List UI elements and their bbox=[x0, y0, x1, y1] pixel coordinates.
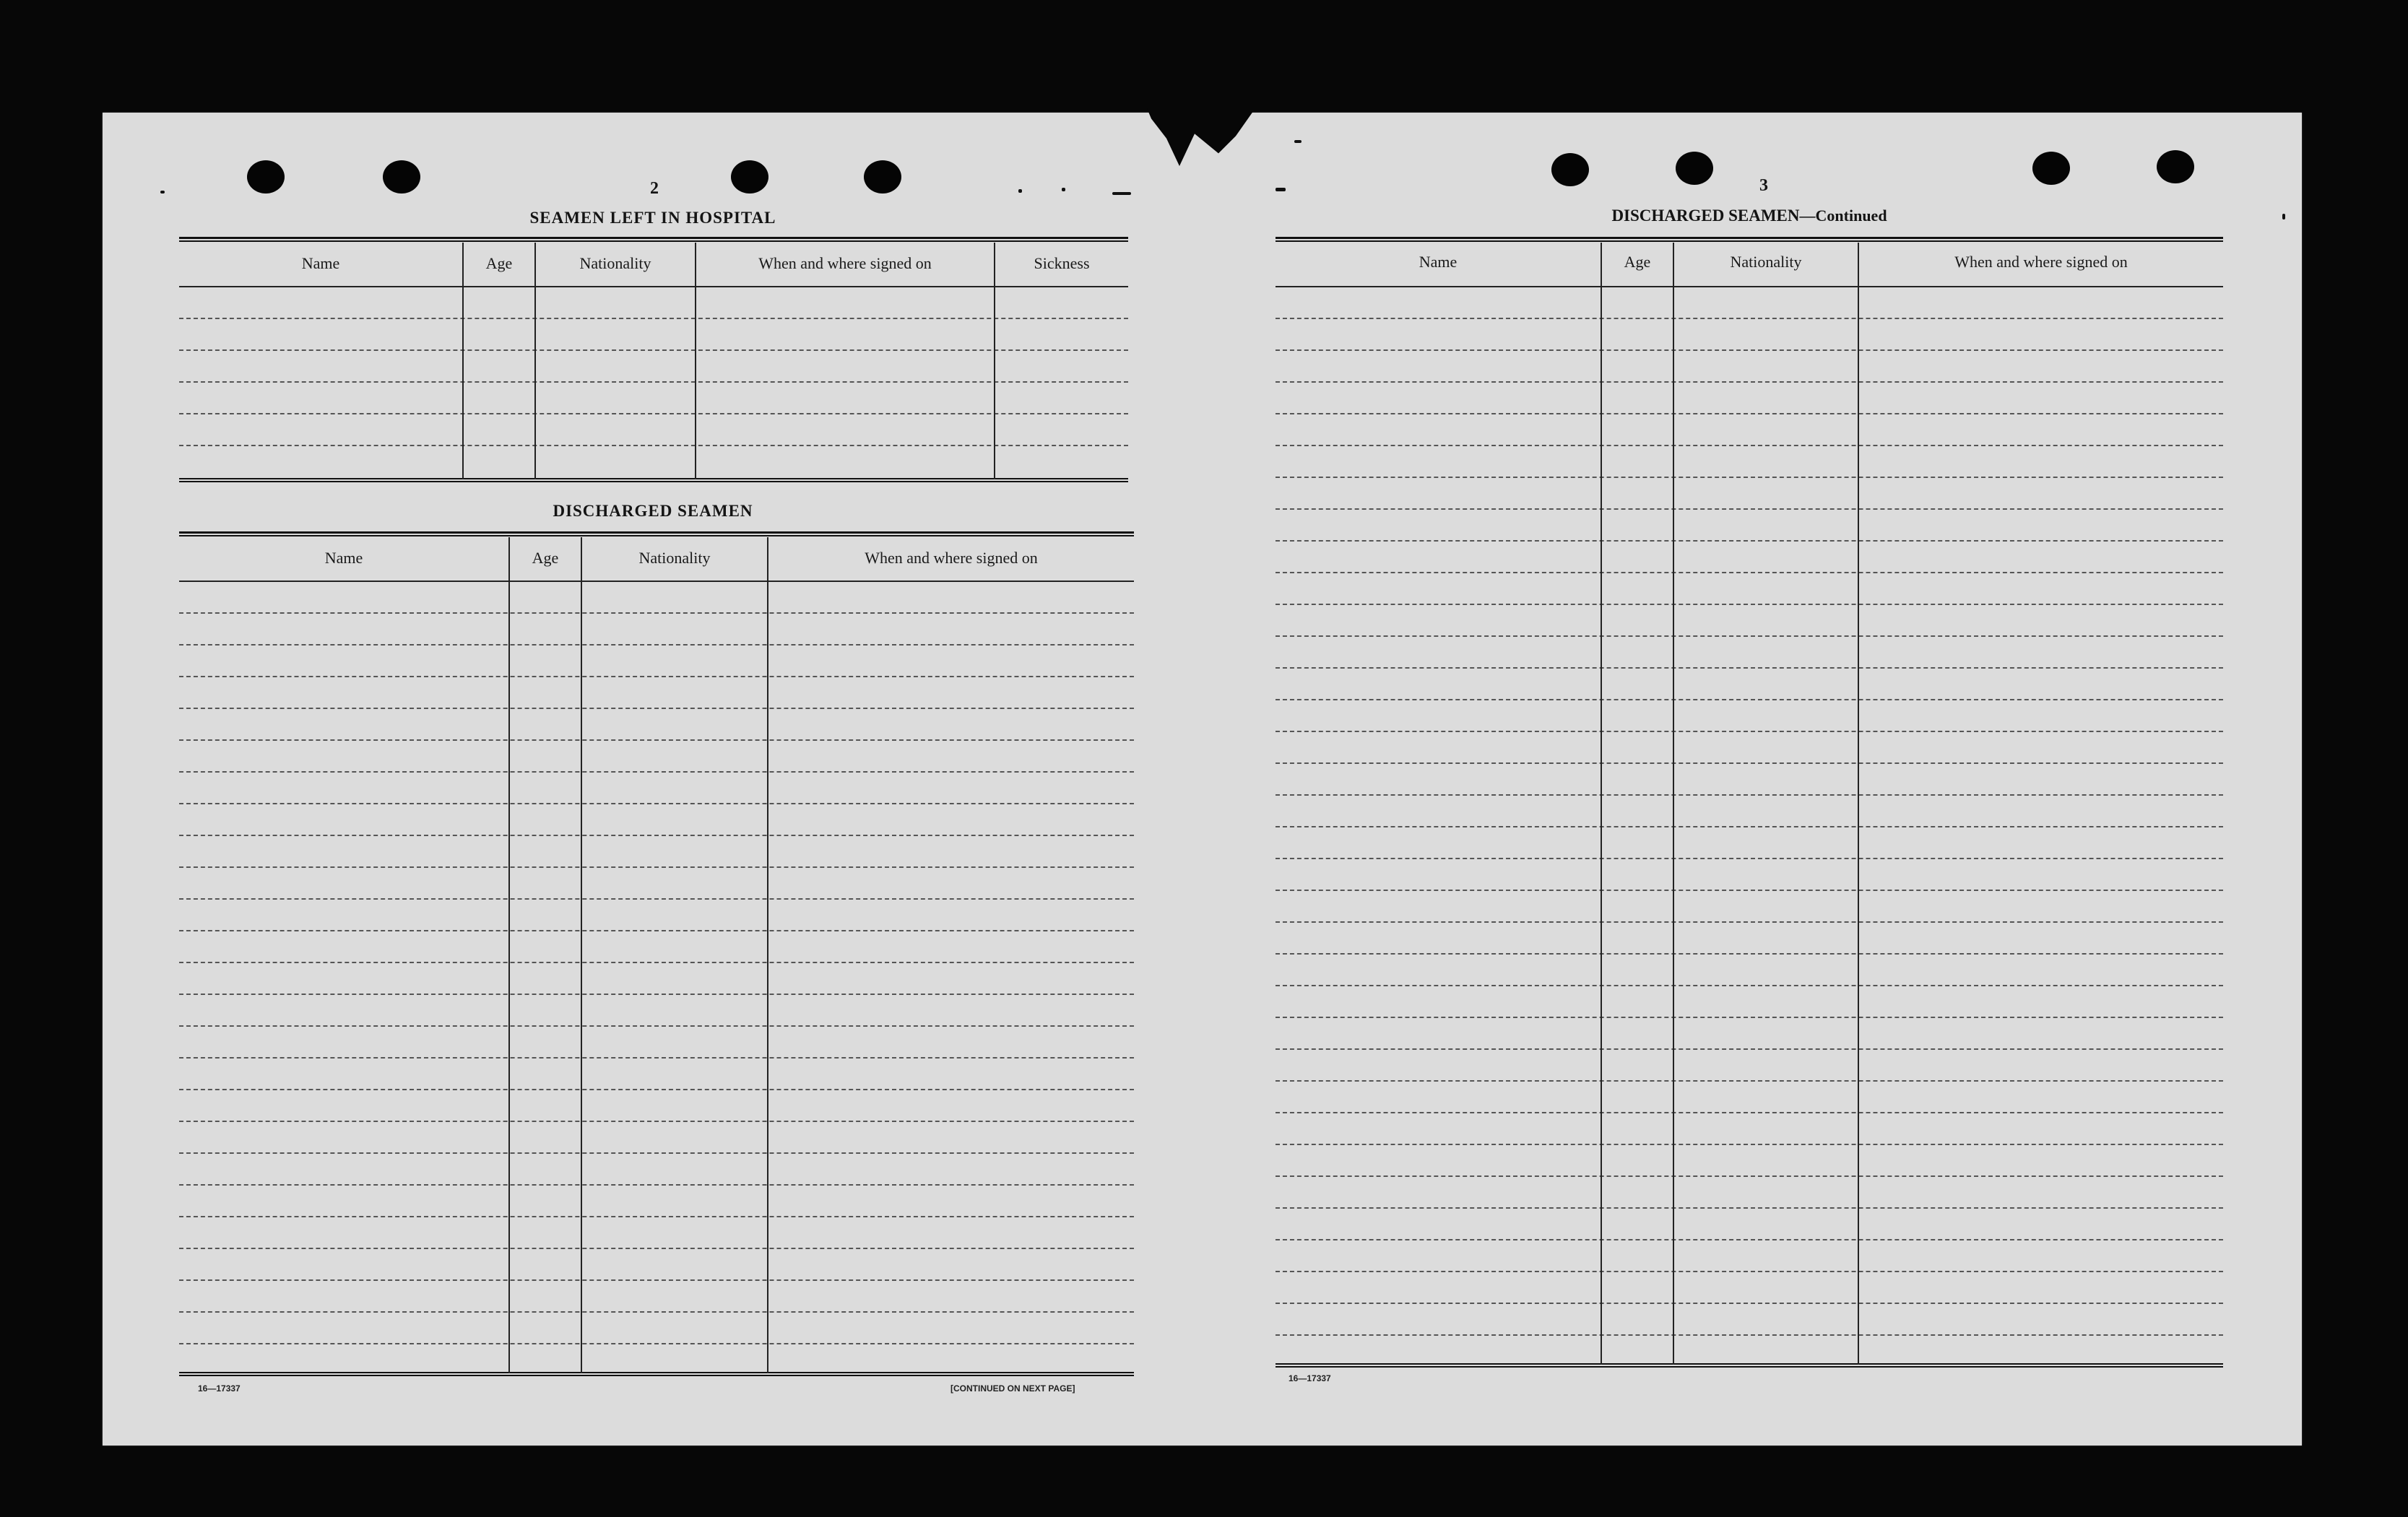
discharged-continued-title bbox=[1276, 207, 2223, 225]
row-rule bbox=[1276, 604, 2223, 605]
row-rule bbox=[1276, 1239, 2223, 1240]
punch-hole bbox=[2032, 152, 2070, 185]
column-header-sickness: Sickness bbox=[1034, 254, 1090, 272]
row-rule bbox=[179, 1089, 1134, 1090]
row-rule bbox=[1276, 413, 2223, 414]
column-header-signed-on: When and where signed on bbox=[758, 254, 932, 272]
row-rule bbox=[1276, 858, 2223, 859]
top-rule bbox=[179, 531, 1134, 536]
row-rule bbox=[1276, 318, 2223, 319]
row-rule bbox=[179, 381, 1128, 383]
row-rule bbox=[1276, 1048, 2223, 1050]
row-rule bbox=[1276, 731, 2223, 732]
row-rule bbox=[1276, 985, 2223, 986]
column-divider bbox=[994, 243, 995, 479]
column-divider bbox=[1673, 243, 1674, 1365]
bottom-rule bbox=[1276, 1363, 2223, 1368]
punch-hole bbox=[1676, 152, 1713, 185]
scan-speck bbox=[1294, 140, 1302, 143]
row-rule bbox=[1276, 699, 2223, 700]
row-rule bbox=[1276, 381, 2223, 383]
scan-speck bbox=[1062, 188, 1065, 191]
column-divider bbox=[534, 243, 536, 479]
column-divider bbox=[767, 537, 768, 1373]
row-rule bbox=[1276, 762, 2223, 764]
row-rule bbox=[179, 898, 1134, 900]
row-rule bbox=[179, 1248, 1134, 1249]
row-rule bbox=[1276, 477, 2223, 478]
row-rule bbox=[179, 676, 1134, 677]
row-rule bbox=[1276, 1175, 2223, 1177]
column-header-name: Name bbox=[301, 254, 340, 272]
punch-hole bbox=[2157, 150, 2194, 183]
form-number-right: 16—17337 bbox=[1289, 1373, 1331, 1383]
column-header-name: Name bbox=[1419, 253, 1458, 271]
row-rule bbox=[179, 866, 1134, 868]
column-header-age: Age bbox=[485, 254, 513, 272]
scan-speck bbox=[2282, 214, 2285, 219]
column-header-nationality: Nationality bbox=[579, 254, 651, 272]
row-rule bbox=[1276, 667, 2223, 669]
row-rule bbox=[179, 994, 1134, 995]
row-rule bbox=[179, 1184, 1134, 1186]
row-rule bbox=[1276, 890, 2223, 891]
column-header-nationality: Nationality bbox=[638, 549, 711, 567]
discharged-continued-table bbox=[1276, 237, 2223, 1370]
column-header-nationality: Nationality bbox=[1730, 253, 1802, 271]
discharged-continued-title-suffix: —Continued bbox=[1799, 207, 1887, 225]
row-rule bbox=[179, 1121, 1134, 1122]
row-rule bbox=[1276, 635, 2223, 637]
hospital-section-title: SEAMEN LEFT IN HOSPITAL bbox=[529, 209, 776, 227]
row-rule bbox=[1276, 1144, 2223, 1145]
column-header-signed-on: When and where signed on bbox=[1954, 253, 2128, 271]
row-rule bbox=[1276, 349, 2223, 351]
discharged-table bbox=[179, 531, 1134, 1376]
header-rule bbox=[179, 286, 1128, 287]
row-rule bbox=[179, 612, 1134, 614]
column-divider bbox=[1601, 243, 1602, 1365]
row-rule bbox=[179, 1152, 1134, 1154]
page-number-right: 3 bbox=[1759, 176, 1768, 195]
top-rule bbox=[1276, 237, 2223, 242]
row-rule bbox=[179, 1343, 1134, 1344]
discharged-continued-title-main: DISCHARGED SEAMEN bbox=[1611, 207, 1800, 225]
punch-hole bbox=[247, 160, 285, 194]
row-rule bbox=[179, 1025, 1134, 1027]
bottom-rule bbox=[179, 478, 1128, 482]
row-rule bbox=[1276, 508, 2223, 510]
column-divider bbox=[508, 537, 510, 1373]
punch-hole bbox=[1551, 153, 1589, 186]
column-header-age: Age bbox=[532, 549, 559, 567]
row-rule bbox=[179, 349, 1128, 351]
row-rule bbox=[1276, 445, 2223, 446]
row-rule bbox=[179, 1311, 1134, 1313]
row-rule bbox=[179, 930, 1134, 931]
page-number-left: 2 bbox=[650, 179, 659, 198]
hospital-table bbox=[179, 237, 1128, 484]
column-divider bbox=[1858, 243, 1859, 1365]
row-rule bbox=[1276, 1080, 2223, 1082]
column-divider bbox=[695, 243, 696, 479]
header-rule bbox=[1276, 286, 2223, 287]
discharged-section-title: DISCHARGED SEAMEN bbox=[553, 502, 753, 520]
row-rule bbox=[1276, 1334, 2223, 1336]
row-rule bbox=[1276, 921, 2223, 923]
row-rule bbox=[179, 318, 1128, 319]
scan-speck bbox=[1276, 188, 1286, 191]
row-rule bbox=[1276, 540, 2223, 542]
row-rule bbox=[1276, 826, 2223, 827]
row-rule bbox=[1276, 953, 2223, 955]
column-divider bbox=[581, 537, 582, 1373]
row-rule bbox=[1276, 572, 2223, 573]
row-rule bbox=[1276, 1017, 2223, 1018]
row-rule bbox=[179, 1216, 1134, 1217]
scan-speck bbox=[1112, 192, 1131, 195]
row-rule bbox=[1276, 794, 2223, 796]
form-number-left: 16—17337 bbox=[198, 1383, 241, 1394]
column-header-signed-on: When and where signed on bbox=[865, 549, 1038, 567]
row-rule bbox=[179, 708, 1134, 709]
row-rule bbox=[179, 803, 1134, 804]
row-rule bbox=[179, 445, 1128, 446]
column-header-name: Name bbox=[324, 549, 363, 567]
row-rule bbox=[179, 1057, 1134, 1059]
header-rule bbox=[179, 581, 1134, 582]
row-rule bbox=[1276, 1271, 2223, 1272]
punch-hole bbox=[864, 160, 901, 194]
bottom-rule bbox=[179, 1372, 1134, 1376]
row-rule bbox=[179, 644, 1134, 646]
scan-speck bbox=[160, 191, 165, 194]
row-rule bbox=[179, 739, 1134, 741]
punch-hole bbox=[731, 160, 768, 194]
row-rule bbox=[179, 771, 1134, 773]
row-rule bbox=[179, 962, 1134, 963]
row-rule bbox=[179, 413, 1128, 414]
row-rule bbox=[179, 1279, 1134, 1281]
column-header-age: Age bbox=[1624, 253, 1651, 271]
continued-note: [CONTINUED ON NEXT PAGE] bbox=[950, 1383, 1075, 1394]
row-rule bbox=[1276, 1112, 2223, 1113]
column-divider bbox=[462, 243, 464, 479]
row-rule bbox=[1276, 1207, 2223, 1209]
top-rule bbox=[179, 237, 1128, 242]
punch-hole bbox=[383, 160, 420, 194]
scan-speck bbox=[1018, 189, 1022, 193]
row-rule bbox=[179, 835, 1134, 836]
row-rule bbox=[1276, 1303, 2223, 1304]
